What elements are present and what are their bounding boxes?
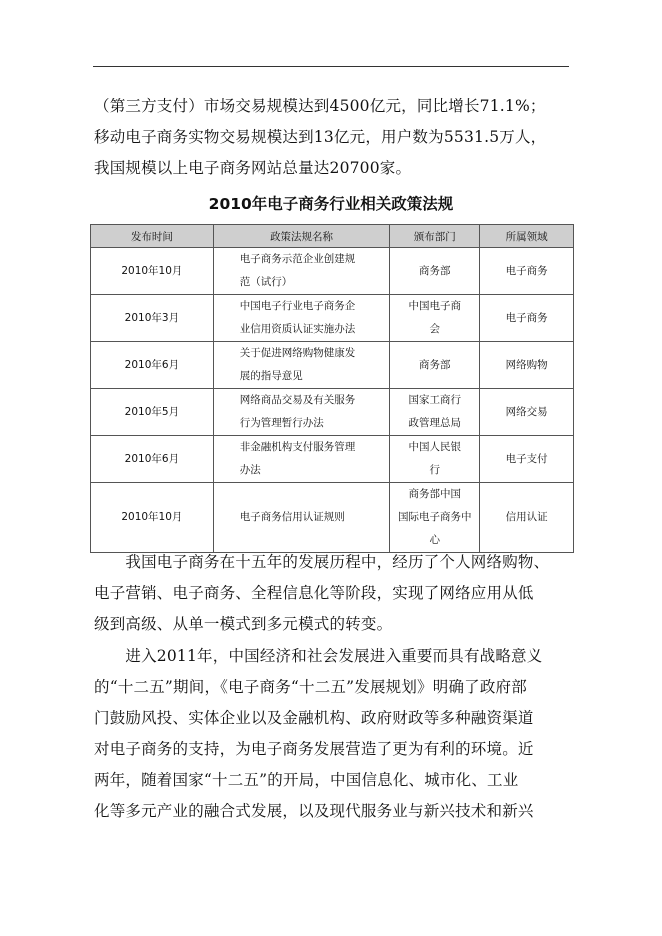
cell-line: 网络商品交易及有关服务 [239, 394, 356, 406]
cell-line: 商务部 [419, 358, 451, 371]
cell-line: 国际电子商务中 [398, 511, 472, 523]
cell-policy-name [213, 483, 390, 553]
table-row [91, 248, 574, 295]
cell-dept [390, 483, 480, 553]
paragraph-line: 级到高级、从单一模式到多元模式的转变。 [94, 615, 393, 633]
cell-date: 2010年3月 [91, 295, 214, 342]
cell-dept [390, 342, 480, 389]
cell-field: 信用认证 [480, 483, 574, 553]
paragraph-line: （第三方支付）市场交易规模达到4500亿元，同比增长71.1%； [94, 97, 546, 115]
cell-policy-name [213, 295, 390, 342]
cell-dept [390, 295, 480, 342]
paragraph-line: 化等多元产业的融合式发展，以及现代服务业与新兴技术和新兴 [94, 802, 534, 820]
cell-date: 2010年5月 [91, 389, 214, 436]
cell-line: 商务部中国 [408, 488, 462, 500]
cell-field: 网络交易 [480, 389, 574, 436]
cell-date: 2010年6月 [91, 436, 214, 483]
cell-line: 电子商务信用认证规则 [239, 511, 345, 523]
cell-date: 2010年10月 [91, 248, 214, 295]
cell-line: 电子商务示范企业创建规 [239, 253, 356, 265]
cell-line: 关于促进网络购物健康发 [239, 347, 356, 359]
paragraph-line: 我国规模以上电子商务网站总量达20700家。 [94, 159, 412, 177]
paragraph-line: 我国电子商务在十五年的发展历程中，经历了个人网络购物、 [94, 553, 550, 571]
cell-date: 2010年6月 [91, 342, 214, 389]
cell-dept [390, 389, 480, 436]
cell-line: 商务部 [419, 264, 451, 277]
cell-line: 业信用资质认证实施办法 [239, 323, 356, 335]
paragraph-1 [94, 91, 574, 184]
table-row [91, 483, 574, 553]
table-header-row [91, 225, 574, 248]
cell-line: 办法 [239, 464, 261, 476]
cell-policy-name [213, 248, 390, 295]
table-row [91, 436, 574, 483]
cell-line: 政管理总局 [408, 417, 462, 429]
column-header-dept: 颁布部门 [390, 225, 480, 248]
paragraph-line: 电子营销、电子商务、全程信息化等阶段，实现了网络应用从低 [94, 584, 534, 602]
table-row [91, 342, 574, 389]
cell-dept [390, 248, 480, 295]
column-header-date: 发布时间 [91, 225, 214, 248]
cell-policy-name [213, 389, 390, 436]
cell-line: 心 [429, 534, 441, 546]
cell-line: 中国电子行业电子商务企 [239, 300, 356, 312]
cell-line: 范（试行） [239, 276, 293, 288]
table-row [91, 295, 574, 342]
paragraph-line: 移动电子商务实物交易规模达到13亿元，用户数为5531.5万人， [94, 128, 547, 146]
paragraph-line: 两年，随着国家“十二五”的开局，中国信息化、城市化、工业 [94, 771, 519, 789]
table-title: 2010年电子商务行业相关政策法规 [208, 195, 454, 213]
cell-line: 中国电子商 [408, 300, 462, 312]
cell-line: 行为管理暂行办法 [239, 417, 324, 429]
cell-policy-name [213, 342, 390, 389]
paragraph-line: 进入2011年，中国经济和社会发展进入重要而具有战略意义 [94, 647, 543, 665]
cell-line: 中国人民银 [408, 441, 462, 453]
cell-date: 2010年10月 [91, 483, 214, 553]
policy-table [90, 224, 574, 553]
column-header-field: 所属领域 [480, 225, 574, 248]
cell-line: 展的指导意见 [239, 370, 303, 382]
cell-line: 会 [429, 323, 441, 335]
header-rule [93, 66, 569, 67]
paragraph-2 [94, 547, 574, 640]
table-row [91, 389, 574, 436]
cell-field: 电子支付 [480, 436, 574, 483]
paragraph-line: 的“十二五”期间，《电子商务“十二五”发展规划》明确了政府部 [94, 678, 527, 696]
cell-line: 行 [429, 464, 441, 476]
cell-policy-name [213, 436, 390, 483]
cell-field: 电子商务 [480, 295, 574, 342]
cell-field: 电子商务 [480, 248, 574, 295]
cell-dept [390, 436, 480, 483]
cell-line: 国家工商行 [408, 394, 462, 406]
cell-line: 非金融机构支付服务管理 [239, 441, 356, 453]
column-header-name: 政策法规名称 [213, 225, 390, 248]
paragraph-line: 对电子商务的支持，为电子商务发展营造了更为有利的环境。近 [94, 740, 534, 758]
paragraph-3 [94, 641, 574, 827]
paragraph-line: 门鼓励风投、实体企业以及金融机构、政府财政等多种融资渠道 [94, 709, 534, 727]
cell-field: 网络购物 [480, 342, 574, 389]
